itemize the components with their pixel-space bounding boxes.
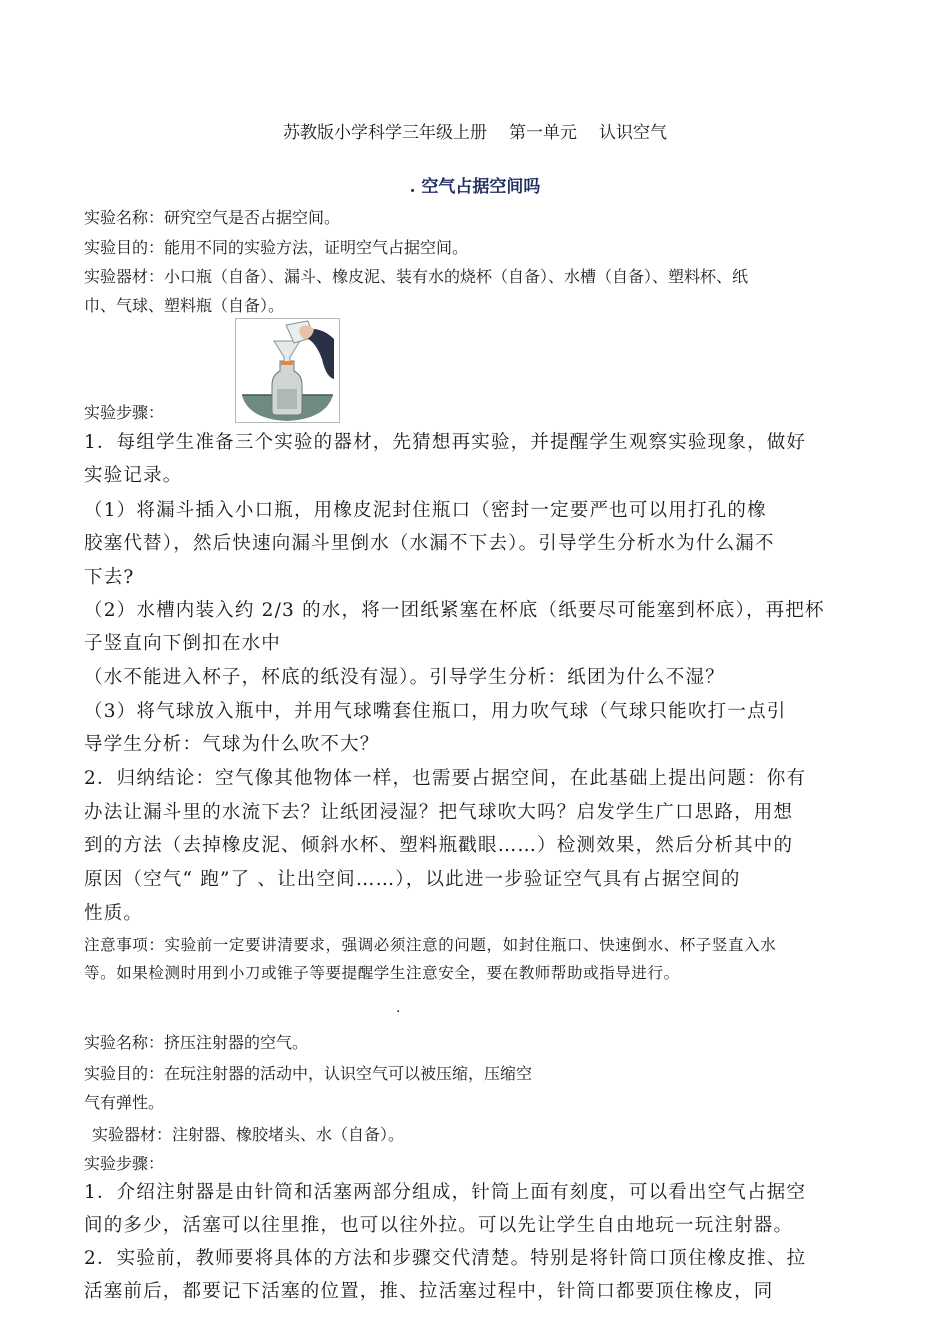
header-unit: 第一单元 (509, 123, 577, 143)
conclusion-line-2: 办法让漏斗里的水流下去？让纸团浸湿？把气球吹大吗？启发学生广口思路，用想 (84, 802, 794, 823)
bottle-funnel-illustration (236, 319, 339, 422)
experiment2-name: 实验名称：挤压注射器的空气。 (84, 1033, 309, 1052)
section-title: . 空气占据空间吗 (409, 177, 541, 197)
experiment-figure (235, 318, 340, 423)
exp2-step-line-4: 活塞前后，都要记下活塞的位置，推、拉活塞过程中，针筒口都要顶住橡皮，同 (84, 1281, 774, 1302)
experiment2-purpose-cont: 气有弹性。 (84, 1093, 165, 1112)
step-line-8: （水不能进入杯子，杯底的纸没有湿）。引导学生分析：纸团为什么不湿？ (84, 667, 725, 688)
exp2-step-line-3: 2．实验前，教师要将具体的方法和步骤交代清楚。特别是将针筒口顶住橡皮推、拉 (84, 1248, 807, 1269)
conclusion-line-1: 2．归纳结论：空气像其他物体一样，也需要占据空间，在此基础上提出问题：你有 (84, 768, 807, 789)
step-line-10: 导学生分析：气球为什么吹不大？ (84, 734, 380, 755)
experiment2-materials: 实验器材：注射器、橡胶堵头、水（自备）。 (92, 1125, 405, 1144)
experiment2-purpose: 实验目的：在玩注射器的活动中，认识空气可以被压缩，压缩空 (84, 1064, 533, 1083)
conclusion-line-5: 性质。 (84, 903, 144, 924)
exp2-step-line-1: 1．介绍注射器是由针筒和活塞两部分组成，针筒上面有刻度，可以看出空气占据空 (84, 1182, 807, 1203)
note-line-2: 等。如果检测时用到小刀或锥子等要提醒学生注意安全，要在教师帮助或指导进行。 (84, 964, 680, 982)
separator-dot: . (396, 1000, 401, 1016)
exp2-step-line-2: 间的多少，活塞可以往里推，也可以往外拉。可以先让学生自由地玩一玩注射器。 (84, 1215, 794, 1236)
experiment-name: 实验名称：研究空气是否占据空间。 (84, 208, 341, 227)
steps-label: 实验步骤： (84, 403, 165, 422)
step-line-4: 胶塞代替），然后快速向漏斗里倒水（水漏不下去）。引导学生分析水为什么漏不 (84, 533, 775, 554)
experiment-materials: 实验器材：小口瓶（自备）、漏斗、橡皮泥、装有水的烧杯（自备）、水槽（自备）、塑料杯、纸 (84, 267, 749, 286)
header-book: 苏教版小学科学三年级上册 (283, 123, 487, 143)
conclusion-line-4: 原因（空气“ 跑”了 、让出空间……），以此进一步验证空气具有占据空间的 (84, 869, 741, 890)
header-topic: 认识空气 (599, 123, 667, 143)
experiment2-steps-label: 实验步骤： (84, 1154, 165, 1173)
conclusion-line-3: 到的方法（去掉橡皮泥、倾斜水杯、塑料瓶戳眼……）检测效果，然后分析其中的 (84, 835, 794, 856)
note-line-1: 注意事项：实验前一定要讲清要求，强调必须注意的问题，如封住瓶口、快速倒水、杯子竖直入水 (84, 936, 777, 954)
step-line-1: 1．每组学生准备三个实验的器材，先猜想再实验，并提醒学生观察实验现象，做好 (84, 432, 807, 453)
page-header (0, 118, 950, 143)
step-line-2: 实验记录。 (84, 465, 183, 486)
step-line-6: （2）水槽内装入约 2/3 的水，将一团纸紧塞在杯底（纸要尽可能塞到杯底），再把杯 (84, 600, 825, 621)
experiment-purpose: 实验目的：能用不同的实验方法，证明空气占据空间。 (84, 238, 469, 257)
step-line-3: （1）将漏斗插入小口瓶，用橡皮泥封住瓶口（密封一定要严也可以用打孔的橡 (84, 500, 767, 521)
step-line-9: （3）将气球放入瓶中，并用气球嘴套住瓶口，用力吹气球（气球只能吹打一点引 (84, 701, 787, 722)
experiment-materials-cont: 巾、气球、塑料瓶（自备）。 (84, 296, 285, 315)
step-line-7: 子竖直向下倒扣在水中 (84, 633, 282, 654)
step-line-5: 下去? (84, 567, 135, 588)
